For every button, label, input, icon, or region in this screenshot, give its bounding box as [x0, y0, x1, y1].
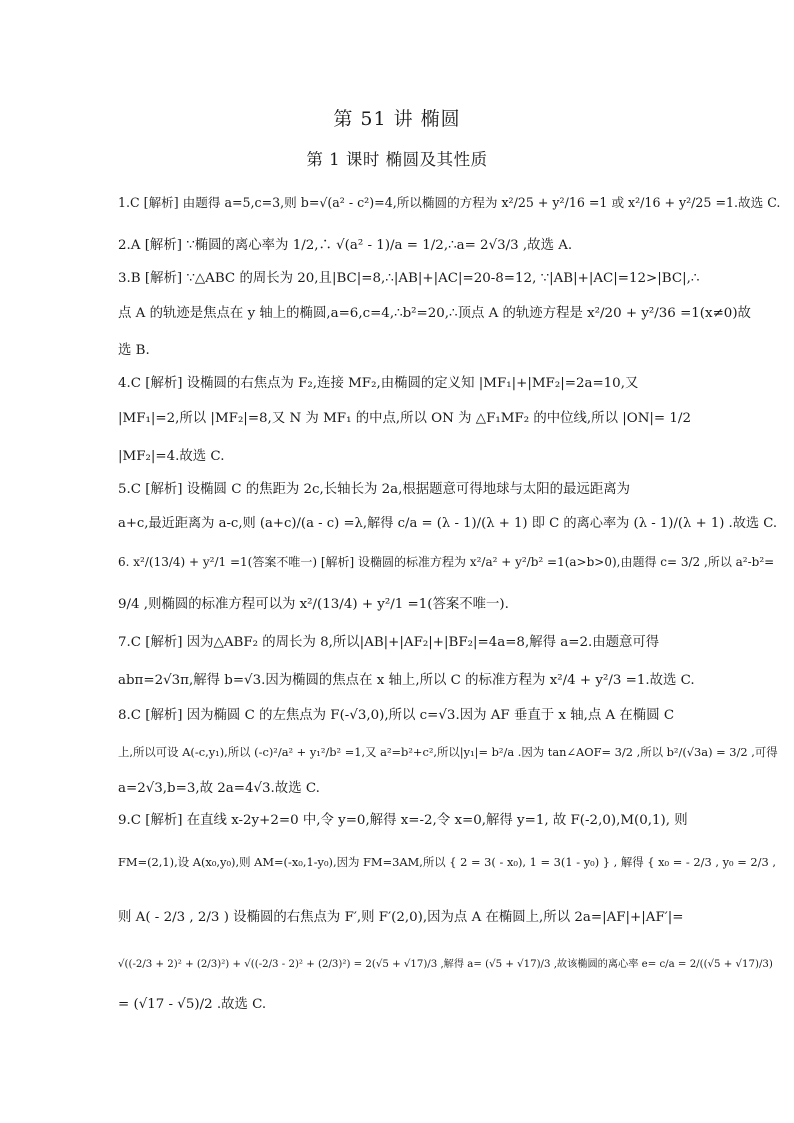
- answer-line-8: |MF₂|=4.故选 C.: [118, 449, 225, 464]
- answer-line-18: 9.C [解析] 在直线 x-2y+2=0 中,令 y=0,解得 x=-2,令 x=0,解得 y=1, 故 F(-2,0),M(0,1), 则: [118, 813, 688, 828]
- page-title: 第 51 讲 椭圆: [333, 108, 461, 130]
- answer-line-21: √((-2/3 + 2)² + (2/3)²) + √((-2/3 - 2)² + (2/3)²) = 2(√5 + √17)/3 ,解得 a= (√5 + √17)/3 ,故该椭圆的离心率 e= c/a = 2/((√5 + √17)/3): [118, 959, 773, 970]
- answer-line-11: 6. x²/(13/4) + y²/1 =1(答案不唯一) [解析] 设椭圆的标准方程为 x²/a² + y²/b² =1(a>b>0),由题得 c= 3/2 ,所以 a²-b²=: [118, 555, 775, 569]
- answer-line-14: abπ=2√3π,解得 b=√3.因为椭圆的焦点在 x 轴上,所以 C 的标准方程为 x²/4 + y²/3 =1.故选 C.: [118, 673, 695, 688]
- answer-line-1: 1.C [解析] 由题得 a=5,c=3,则 b=√(a² - c²)=4,所以椭圆的方程为 x²/25 + y²/16 =1 或 x²/16 + y²/25 =1.故选 C.: [118, 195, 781, 210]
- answer-line-10: a+c,最近距离为 a-c,则 (a+c)/(a - c) =λ,解得 c/a = (λ - 1)/(λ + 1) 即 C 的离心率为 (λ - 1)/(λ + 1) .故选 C.: [118, 516, 778, 531]
- answer-line-5: 选 B.: [118, 343, 150, 358]
- page-subtitle: 第 1 课时 椭圆及其性质: [306, 150, 488, 169]
- answer-line-3: 3.B [解析] ∵△ABC 的周长为 20,且|BC|=8,∴|AB|+|AC|=20-8=12, ∵|AB|+|AC|=12>|BC|,∴: [118, 271, 700, 286]
- answer-line-9: 5.C [解析] 设椭圆 C 的焦距为 2c,长轴长为 2a,根据题意可得地球与太阳的最远距离为: [118, 482, 631, 497]
- answer-line-16: 上,所以可设 A(-c,y₁),所以 (-c)²/a² + y₁²/b² =1,又 a²=b²+c²,所以|y₁|= b²/a .因为 tan∠AOF= 3/2 ,所以 b²/(√3a) = 3/2 ,可得: [118, 745, 778, 759]
- answer-line-19: FM=(2,1),设 A(x₀,y₀),则 AM=(-x₀,1-y₀),因为 FM=3AM,所以 { 2 = 3( - x₀), 1 = 3(1 - y₀) } , 解得 { x₀ = - 2/3 , y₀ = 2/3 ,: [118, 855, 776, 869]
- answer-line-20: 则 A( - 2/3 , 2/3 ) 设椭圆的右焦点为 F′,则 F′(2,0),因为点 A 在椭圆上,所以 2a=|AF|+|AF′|=: [118, 910, 684, 925]
- answer-line-17: a=2√3,b=3,故 2a=4√3.故选 C.: [118, 781, 320, 796]
- answer-line-22: = (√17 - √5)/2 .故选 C.: [118, 997, 267, 1012]
- answer-line-12: 9/4 ,则椭圆的标准方程可以为 x²/(13/4) + y²/1 =1(答案不唯一).: [118, 597, 509, 612]
- answer-line-6: 4.C [解析] 设椭圆的右焦点为 F₂,连接 MF₂,由椭圆的定义知 |MF₁|+|MF₂|=2a=10,又: [118, 376, 639, 391]
- answer-line-7: |MF₁|=2,所以 |MF₂|=8,又 N 为 MF₁ 的中点,所以 ON 为 △F₁MF₂ 的中位线,所以 |ON|= 1/2: [118, 411, 691, 426]
- answer-line-4: 点 A 的轨迹是焦点在 y 轴上的椭圆,a=6,c=4,∴b²=20,∴顶点 A 的轨迹方程是 x²/20 + y²/36 =1(x≠0)故: [118, 306, 751, 321]
- answer-line-2: 2.A [解析] ∵椭圆的离心率为 1/2,∴ √(a² - 1)/a = 1/2,∴a= 2√3/3 ,故选 A.: [118, 238, 573, 253]
- answer-line-15: 8.C [解析] 因为椭圆 C 的左焦点为 F(-√3,0),所以 c=√3.因为 AF 垂直于 x 轴,点 A 在椭圆 C: [118, 708, 675, 723]
- answer-line-13: 7.C [解析] 因为△ABF₂ 的周长为 8,所以|AB|+|AF₂|+|BF₂|=4a=8,解得 a=2.由题意可得: [118, 635, 660, 650]
